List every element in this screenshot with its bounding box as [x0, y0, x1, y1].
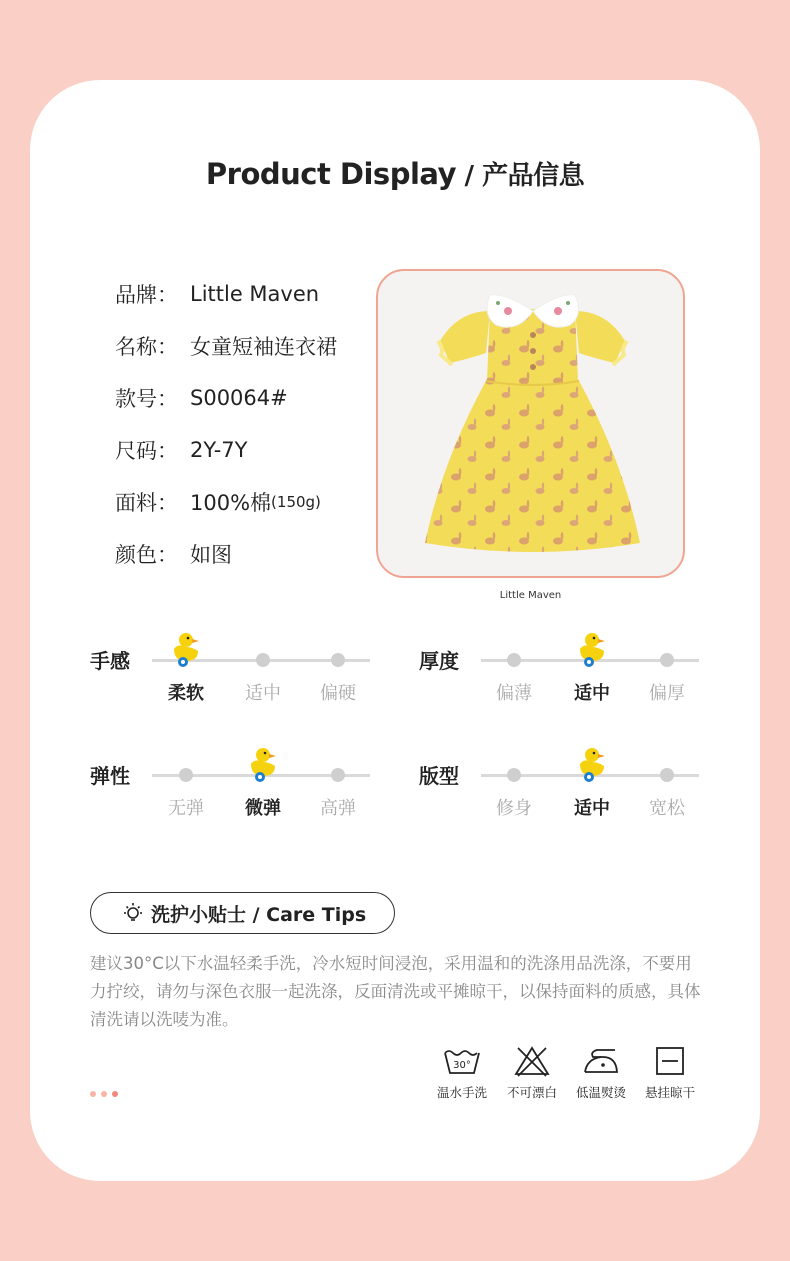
attr-option: 柔软	[168, 683, 204, 704]
duck-marker-icon	[245, 746, 281, 784]
care-icon-label: 不可漂白	[506, 1085, 557, 1100]
attr-option: 微弹	[245, 798, 281, 819]
attr-option: 宽松	[649, 798, 685, 819]
care-icon-hang-dry	[635, 1045, 705, 1101]
spec-row-fabric	[115, 476, 337, 528]
title-sub: / 产品信息	[455, 161, 585, 191]
spec-key: 名称：	[115, 335, 178, 359]
duck-marker-icon	[574, 746, 610, 784]
low-iron-icon	[581, 1045, 621, 1077]
attr-dot	[660, 653, 674, 667]
attr-dot	[507, 653, 521, 667]
care-icon-low-iron	[566, 1045, 636, 1101]
spec-extra: (150g)	[271, 493, 321, 511]
spec-value: S00064#	[190, 386, 288, 410]
care-icon-hand-wash	[427, 1045, 497, 1101]
spec-value: 2Y-7Y	[190, 438, 248, 462]
spec-value: 如图	[190, 543, 232, 567]
attr-option: 适中	[574, 798, 610, 819]
spec-list	[115, 268, 337, 580]
spec-value: 100%棉	[190, 491, 272, 515]
attr-dot	[660, 768, 674, 782]
attr-label: 手感	[90, 649, 130, 673]
page-title	[0, 155, 790, 192]
spec-key: 款号：	[115, 387, 178, 411]
dot	[90, 1091, 96, 1097]
care-icon-no-bleach	[497, 1045, 567, 1101]
care-icon-label: 温水手洗	[436, 1085, 487, 1100]
spec-row-name	[115, 320, 337, 372]
care-instructions: 建议30°C以下水温轻柔手洗，冷水短时间浸泡，采用温和的洗涤用品洗涤，不要用力拧绞，请勿与深色衣服一起洗涤，反面清洗或平摊晾干，以保持面料的质感，具体清洗请以洗唛为准。	[90, 954, 701, 1029]
dot	[101, 1091, 107, 1097]
svg-text:30°: 30°	[453, 1060, 471, 1071]
no-bleach-icon	[512, 1045, 552, 1077]
dress-illustration	[378, 271, 685, 578]
hang-dry-icon	[650, 1045, 690, 1077]
attr-dot	[331, 653, 345, 667]
spec-row-color	[115, 528, 337, 580]
attr-option: 偏硬	[320, 683, 356, 704]
attr-option: 偏厚	[649, 683, 685, 704]
pagination-dots	[90, 1091, 118, 1097]
attr-label: 版型	[419, 764, 459, 788]
attr-dot	[179, 768, 193, 782]
spec-key: 颜色：	[115, 543, 178, 567]
attr-label: 厚度	[419, 649, 459, 673]
spec-key: 面料：	[115, 491, 178, 515]
attr-option: 无弹	[168, 798, 204, 819]
dot-active	[112, 1091, 118, 1097]
attr-option: 修身	[496, 798, 532, 819]
care-icon-label: 悬挂晾干	[644, 1085, 695, 1100]
spec-value: Little Maven	[190, 282, 320, 306]
attr-option: 适中	[245, 683, 281, 704]
spec-key: 品牌：	[115, 283, 178, 307]
spec-key: 尺码：	[115, 439, 178, 463]
lightbulb-icon	[121, 901, 145, 925]
product-photo	[376, 269, 685, 578]
spec-row-brand	[115, 268, 337, 320]
title-main: Product Display	[205, 157, 456, 191]
attr-dot	[256, 653, 270, 667]
attr-option: 偏薄	[496, 683, 532, 704]
care-tips-pill	[90, 892, 395, 934]
care-icon-label: 低温熨烫	[575, 1085, 626, 1100]
attr-dot	[507, 768, 521, 782]
attr-dot	[331, 768, 345, 782]
care-tips-label: 洗护小贴士 / Care Tips	[151, 903, 367, 926]
spec-row-size	[115, 424, 337, 476]
hand-wash-30-icon	[442, 1045, 482, 1077]
attr-option: 适中	[574, 683, 610, 704]
spec-value: 女童短袖连衣裙	[190, 335, 337, 359]
attr-option: 高弹	[320, 798, 356, 819]
photo-caption: Little Maven	[499, 590, 562, 601]
attr-label: 弹性	[90, 764, 130, 788]
spec-row-style-no	[115, 372, 337, 424]
duck-marker-icon	[168, 631, 204, 669]
duck-marker-icon	[574, 631, 610, 669]
